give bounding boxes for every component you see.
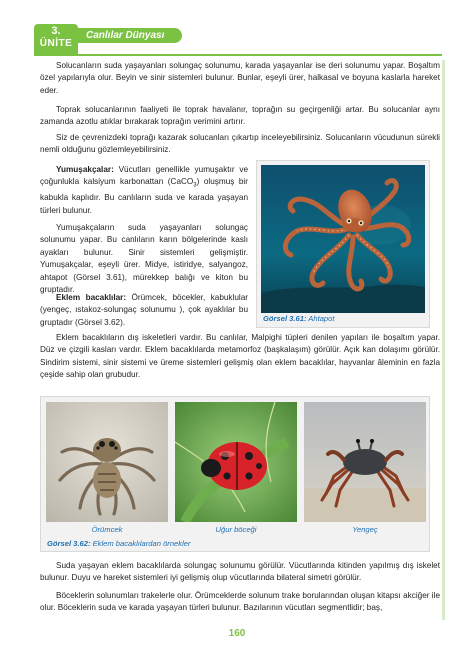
page-number: 160 <box>228 628 246 639</box>
mollusca-subscript: 3 <box>193 183 197 190</box>
term-arthropods: Eklem bacaklılar: <box>56 293 127 302</box>
paragraph-worms-observe: Siz de çevrenizdeki toprağı kazarak solucanları çıkartıp inceleyebilirsiniz. Solucanların vücudunun sürekli nemli olduğunu gözlemleyebilirsiniz. <box>40 133 440 155</box>
octopus-figure-title: Ahtapot <box>306 314 335 323</box>
arthropods-figure-title: Eklem bacaklılardan örnekler <box>90 539 191 548</box>
arthropods-caption <box>47 539 191 548</box>
ladybug-label: Uğur böceği <box>215 525 257 534</box>
spider-label: Örümcek <box>91 525 123 534</box>
page-side-bar <box>442 60 445 620</box>
unit-title: Canlılar Dünyası <box>78 28 182 43</box>
mollusca-text: Vücutları genellikle yumuşaktır ve çoğunlukla kalsiyum karbonattan (CaCO <box>40 165 248 187</box>
unit-badge <box>34 24 78 54</box>
figure-arthropods <box>40 396 430 552</box>
mollusca-text-2: ) oluşmuş bir kabukla kaplıdır. Bu canlıların suda ve karada yaşayan türleri bulunur. <box>40 177 248 215</box>
arthropods-figure-number: Görsel 3.62: <box>47 539 91 548</box>
arthropods-text: Örümcek, böcekler, kabuklular (yengeç, ıstakoz-solungaç solunumu ), çok ayaklılar bu gruptadır (Görsel 3.62). <box>40 293 248 327</box>
figure-octopus <box>256 160 430 328</box>
unit-label: ÜNİTE <box>39 38 73 49</box>
paragraph-worms-respiration: Solucanların suda yaşayanları solungaç solunumu, karada yaşayanlar ise deri solunumu yapar. Boşaltım özel yapılarıyla olur. Beyin ve sinir sistemleri bulunur. Bunlar, eşeyli ürer, halkasal ve boyuna kaslarla hareket eder. <box>40 61 440 95</box>
paragraph-aquatic-arthropods: Suda yaşayan eklem bacaklılarda solungaç solunumu görülür. Vücutlarında kitinden yapılmış dış iskelet bulunur. Duyu ve hareket sistemleri iyi gelişmiş olup vücutlarında bilateral simetri görülür. <box>40 561 440 583</box>
spider-illustration <box>46 402 168 522</box>
spider-photo <box>46 402 168 522</box>
term-mollusca: Yumuşakçalar: <box>56 165 114 174</box>
crab-photo <box>304 402 426 522</box>
header-divider <box>34 54 442 56</box>
crab-illustration <box>304 402 426 522</box>
octopus-caption <box>263 314 335 323</box>
paragraph-worms-soil: Toprak solucanlarının faaliyeti ile toprak havalanır, toprağın su geçirgenliği artar. Bu solucanlar aynı zamanda azotlu atıklar bırakarak toprağın verimini artırır. <box>40 105 440 127</box>
paragraph-mollusca-details: Yumuşakçaların suda yaşayanları solungaç solunumu yapar. Bu canlıların karın bölgelerinde kaslı ayakları bulunur. Sinir sistemleri gelişmiştir. Yumuşakçalar, eşeyli ürer. Midye, istiridye, salyangoz, ahtapot (Görsel 3.61), mürekkep balığı ve kiton bu gruptadır. <box>40 223 248 295</box>
paragraph-insects: Böceklerin solunumları trakelerle olur. Örümceklerde solunum trake borularından oluşan kitapsı akciğer ile olur. Böceklerin suda ve karada yaşayan türleri bulunur. Bazılarının vücutları segmentlidir; baş, <box>40 591 440 613</box>
ladybug-photo <box>175 402 297 522</box>
paragraph-arthropod-details: Eklem bacaklıların dış iskeletleri vardır. Bu canlılar, Malpighi tüpleri denilen yapıları ile boşaltım yapar. Düz ve çizgili kasları vardır. Eklem bacaklılarda metamorfoz (başkalaşım) görülür. Açık kan dolaşımı görülür. Sindirim sistemi, sinir sistemi ve üreme sistemleri gelişmiş olan eklem bacaklılar, hayvanlar âleminin en fazla çeşide sahip olan grubudur. <box>40 333 440 380</box>
ladybug-illustration <box>175 402 297 522</box>
octopus-illustration <box>261 165 425 313</box>
unit-number: 3. <box>51 25 61 37</box>
octopus-figure-number: Görsel 3.61: <box>263 314 307 323</box>
paragraph-arthropods <box>40 292 248 329</box>
crab-label: Yengeç <box>352 525 378 534</box>
octopus-photo <box>261 165 425 313</box>
paragraph-mollusca <box>40 164 248 217</box>
